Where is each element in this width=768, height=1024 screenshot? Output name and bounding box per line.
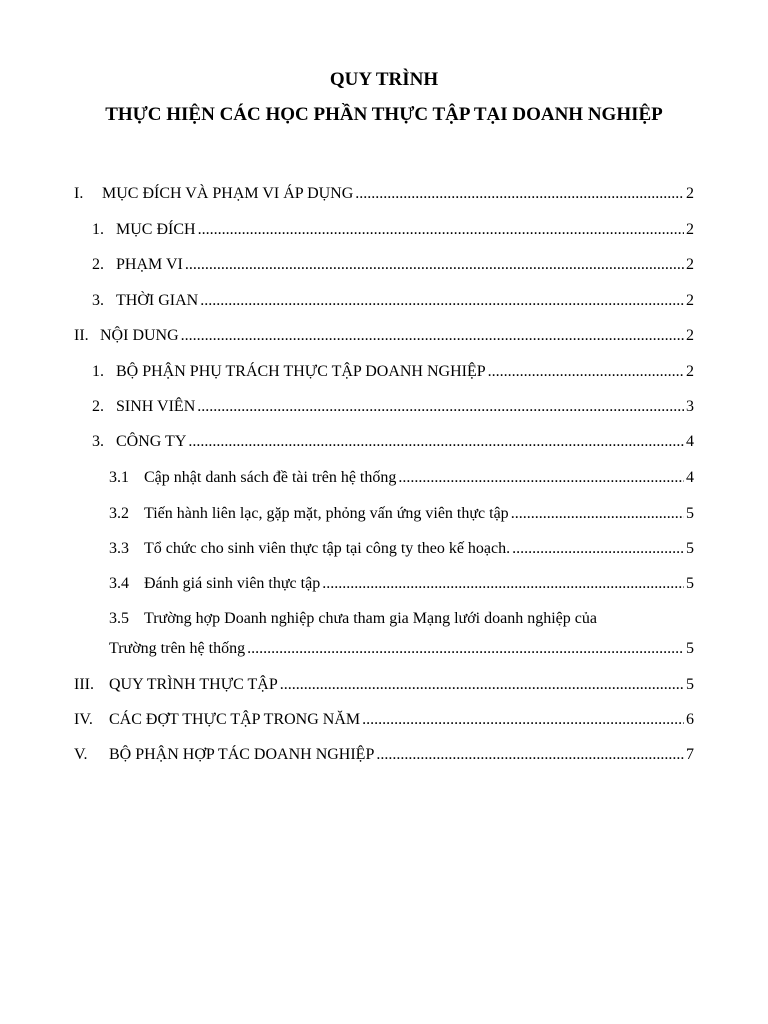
toc-entry-section-5[interactable] <box>74 744 694 766</box>
toc-entry-1-1[interactable] <box>92 219 694 241</box>
toc-number: 3.2 <box>109 505 129 522</box>
toc-dot-leader <box>280 674 684 696</box>
toc-page-number: 6 <box>686 711 694 728</box>
toc-page-number: 2 <box>686 363 694 380</box>
toc-text: Tiến hành liên lạc, gặp mặt, phỏng vấn ứng viên thực tập <box>144 505 509 522</box>
toc-text: NỘI DUNG <box>100 327 179 344</box>
toc-number: 3.4 <box>109 575 129 592</box>
toc-text: Trường hợp Doanh nghiệp chưa tham gia Mạng lưới doanh nghiệp của <box>144 610 597 627</box>
toc-entry-2-3-4[interactable] <box>109 573 694 595</box>
toc-text: BỘ PHẬN PHỤ TRÁCH THỰC TẬP DOANH NGHIỆP <box>116 363 486 380</box>
toc-entry-2-2[interactable] <box>92 396 694 418</box>
toc-text: Cập nhật danh sách đề tài trên hệ thống <box>144 469 397 486</box>
toc-number: 1. <box>92 363 104 380</box>
toc-page-number: 4 <box>686 433 694 450</box>
toc-entry-2-1[interactable] <box>92 361 694 383</box>
toc-text: CÁC ĐỢT THỰC TẬP TRONG NĂM <box>109 711 361 728</box>
toc-text: MỤC ĐÍCH <box>116 221 196 238</box>
toc-page-number: 5 <box>686 575 694 592</box>
toc-dot-leader <box>198 219 684 241</box>
toc-page-number: 5 <box>686 505 694 522</box>
toc-entry-section-2[interactable] <box>74 325 694 347</box>
toc-page-number: 2 <box>686 221 694 238</box>
toc-number: 3.1 <box>109 469 129 486</box>
toc-page-number: 5 <box>686 640 694 657</box>
toc-dot-leader <box>188 431 684 453</box>
toc-entry-2-3[interactable] <box>92 431 694 453</box>
toc-dot-leader <box>362 709 684 731</box>
toc-number: 3.5 <box>109 610 129 627</box>
toc-page-number: 7 <box>686 746 694 763</box>
toc-number: I. <box>74 185 84 202</box>
toc-number: 1. <box>92 221 104 238</box>
toc-text: MỤC ĐÍCH VÀ PHẠM VI ÁP DỤNG <box>102 185 354 202</box>
toc-number: 3.3 <box>109 540 129 557</box>
document-title-line1: QUY TRÌNH <box>329 69 439 90</box>
toc-text: QUY TRÌNH THỰC TẬP <box>109 676 278 693</box>
toc-entry-section-3[interactable] <box>74 674 694 696</box>
toc-page-number: 4 <box>686 469 694 486</box>
toc-entry-2-3-1[interactable] <box>109 467 694 489</box>
toc-number: III. <box>74 676 94 693</box>
toc-entry-section-1[interactable] <box>74 183 694 205</box>
toc-text: Trường trên hệ thống <box>109 640 246 657</box>
toc-text: THỜI GIAN <box>116 292 199 309</box>
toc-entry-2-3-2[interactable] <box>109 503 694 525</box>
toc-number: 3. <box>92 433 104 450</box>
toc-dot-leader <box>398 467 684 489</box>
toc-page-number: 2 <box>686 256 694 273</box>
toc-entry-1-2[interactable] <box>92 254 694 276</box>
toc-dot-leader <box>185 254 684 276</box>
toc-number: 2. <box>92 398 104 415</box>
toc-page-number: 3 <box>686 398 694 415</box>
toc-entry-1-3[interactable] <box>92 290 694 312</box>
toc-dot-leader <box>200 290 684 312</box>
document-title-line2: THỰC HIỆN CÁC HỌC PHẦN THỰC TẬP TẠI DOANH NGHIỆP <box>105 104 663 125</box>
toc-dot-leader <box>181 325 684 347</box>
toc-dot-leader <box>247 638 684 660</box>
toc-number: II. <box>74 327 89 344</box>
toc-dot-leader <box>322 573 684 595</box>
toc-number: IV. <box>74 711 93 728</box>
toc-page-number: 2 <box>686 292 694 309</box>
toc-text: BỘ PHẬN HỢP TÁC DOANH NGHIỆP <box>109 746 375 763</box>
toc-page-number: 2 <box>686 185 694 202</box>
toc-dot-leader <box>197 396 684 418</box>
toc-dot-leader <box>376 744 684 766</box>
toc-page-number: 5 <box>686 676 694 693</box>
toc-entry-2-3-3[interactable] <box>109 538 694 560</box>
toc-number: V. <box>74 746 88 763</box>
toc-entry-section-4[interactable] <box>74 709 694 731</box>
toc-page-number: 5 <box>686 540 694 557</box>
toc-entry-2-3-5-line1[interactable] <box>109 608 694 630</box>
toc-dot-leader <box>511 503 684 525</box>
toc-dot-leader <box>512 538 684 560</box>
toc-text: CÔNG TY <box>116 433 187 450</box>
toc-entry-2-3-5-line2[interactable] <box>109 638 694 660</box>
toc-text: Đánh giá sinh viên thực tập <box>144 575 321 592</box>
toc-text: Tổ chức cho sinh viên thực tập tại công ty theo kế hoạch. <box>144 540 511 557</box>
toc-dot-leader <box>355 183 684 205</box>
toc-text: SINH VIÊN <box>116 398 196 415</box>
toc-page-number: 2 <box>686 327 694 344</box>
toc-dot-leader <box>488 361 684 383</box>
toc-text: PHẠM VI <box>116 256 183 273</box>
toc-number: 2. <box>92 256 104 273</box>
toc-number: 3. <box>92 292 104 309</box>
